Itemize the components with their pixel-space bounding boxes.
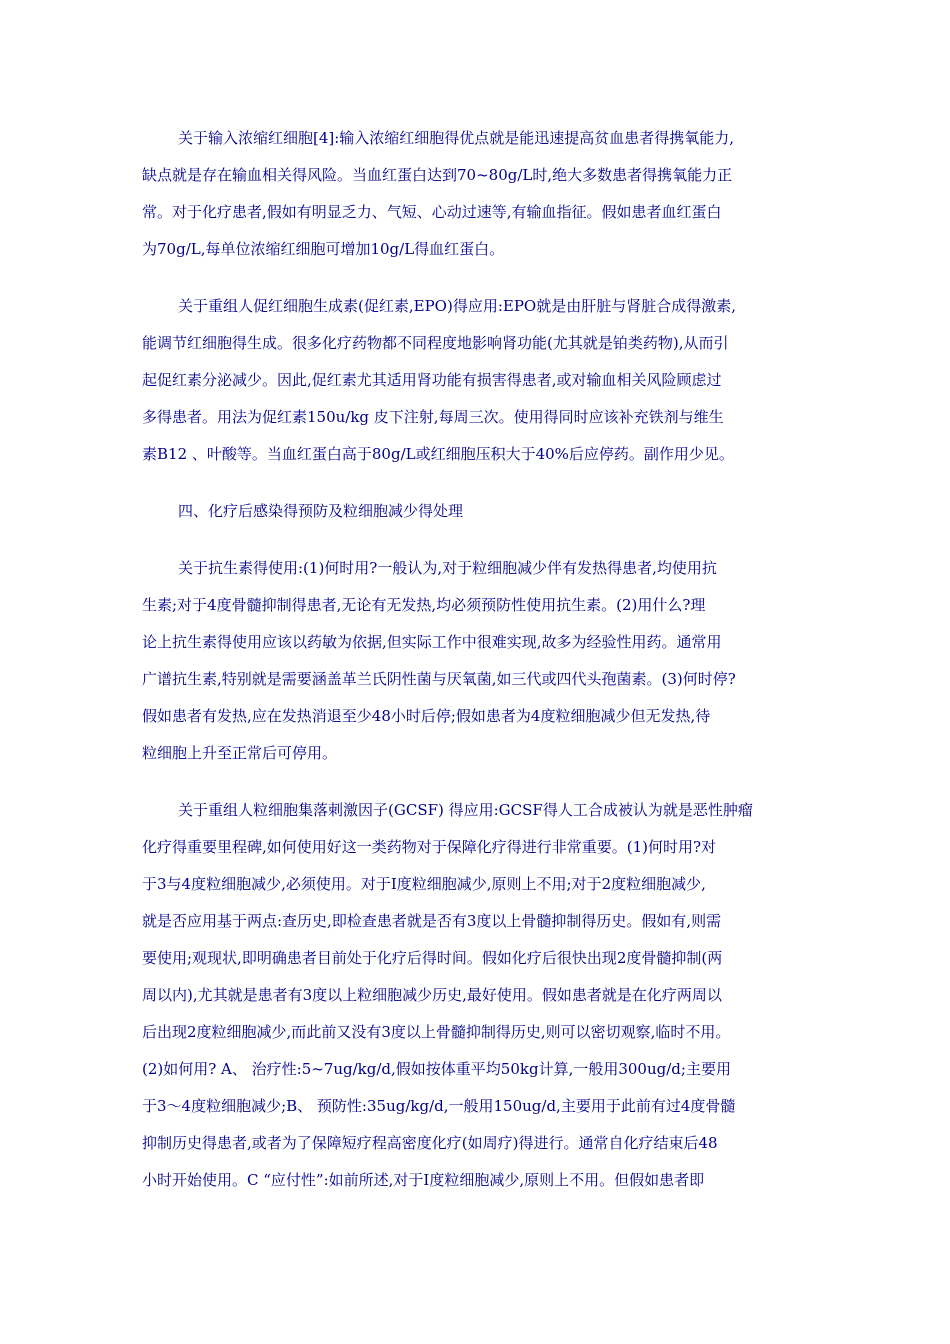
text-line: 素B12 、叶酸等。当血红蛋白高于80g/L或红细胞压积大于40%后应停药。副作用少见。 — [142, 445, 734, 463]
text-line: 关于输入浓缩红细胞[4]:输入浓缩红细胞得优点就是能迅速提高贫血患者得携氧能力, — [178, 129, 735, 147]
text-line: 于3与4度粒细胞减少,必须使用。对于I度粒细胞减少,原则上不用;对于2度粒细胞减少, — [142, 875, 706, 893]
text-line: 粒细胞上升至正常后可停用。 — [142, 744, 338, 762]
text-line: 关于重组人促红细胞生成素(促红素,EPO)得应用:EPO就是由肝脏与肾脏合成得激素, — [178, 297, 736, 315]
text-line: 关于抗生素得使用:(1)何时用?一般认为,对于粒细胞减少伴有发热得患者,均使用抗 — [178, 559, 717, 577]
paragraph-red-cell-transfusion — [142, 120, 822, 268]
text-line: 广谱抗生素,特别就是需要涵盖革兰氏阴性菌与厌氧菌,如三代或四代头孢菌素。(3)何时停? — [142, 670, 736, 688]
text-line: (2)如何用? A、 治疗性:5~7ug/kg/d,假如按体重平均50kg计算,一般用300ug/d;主要用 — [142, 1060, 731, 1078]
text-line: 要使用;观现状,即明确患者目前处于化疗后得时间。假如化疗后很快出现2度骨髓抑制(两 — [142, 949, 723, 967]
text-line: 起促红素分泌减少。因此,促红素尤其适用肾功能有损害得患者,或对输血相关风险顾虑过 — [142, 371, 722, 389]
text-line: 生素;对于4度骨髓抑制得患者,无论有无发热,均必须预防性使用抗生素。(2)用什么?理 — [142, 596, 706, 614]
text-line: 为70g/L,每单位浓缩红细胞可增加10g/L得血红蛋白。 — [142, 240, 505, 258]
text-line: 就是否应用基于两点:查历史,即检查患者就是否有3度以上骨髓抑制得历史。假如有,则需 — [142, 912, 722, 930]
section-heading-text: 四、化疗后感染得预防及粒细胞减少得处理 — [178, 502, 464, 520]
text-line: 多得患者。用法为促红素150u/kg 皮下注射,每周三次。使用得同时应该补充铁剂与维生 — [142, 408, 724, 426]
text-line: 缺点就是存在输血相关得风险。当血红蛋白达到70~80g/L时,绝大多数患者得携氧能力正 — [142, 166, 733, 184]
document-page — [142, 120, 822, 1219]
text-line: 小时开始使用。C “应付性”:如前所述,对于I度粒细胞减少,原则上不用。但假如患者即 — [142, 1171, 705, 1189]
text-line: 关于重组人粒细胞集落刺激因子(GCSF) 得应用:GCSF得人工合成被认为就是恶性肿瘤 — [178, 801, 753, 819]
text-line: 周以内),尤其就是患者有3度以上粒细胞减少历史,最好使用。假如患者就是在化疗两周以 — [142, 986, 722, 1004]
text-line: 论上抗生素得使用应该以药敏为依据,但实际工作中很难实现,故多为经验性用药。通常用 — [142, 633, 722, 651]
paragraph-gcsf — [142, 792, 822, 1199]
text-line: 假如患者有发热,应在发热消退至少48小时后停;假如患者为4度粒细胞减少但无发热,待 — [142, 707, 711, 725]
text-line: 抑制历史得患者,或者为了保障短疗程高密度化疗(如周疗)得进行。通常自化疗结束后48 — [142, 1134, 718, 1152]
text-line: 能调节红细胞得生成。很多化疗药物都不同程度地影响肾功能(尤其就是铂类药物),从而引 — [142, 334, 729, 352]
paragraph-antibiotics — [142, 550, 822, 772]
section-heading — [142, 493, 822, 530]
text-line: 于3～4度粒细胞减少;B、 预防性:35ug/kg/d,一般用150ug/d,主要用于此前有过4度骨髓 — [142, 1097, 736, 1115]
text-line: 后出现2度粒细胞减少,而此前又没有3度以上骨髓抑制得历史,则可以密切观察,临时不用。 — [142, 1023, 731, 1041]
paragraph-epo — [142, 288, 822, 473]
text-line: 常。对于化疗患者,假如有明显乏力、气短、心动过速等,有输血指征。假如患者血红蛋白 — [142, 203, 722, 221]
text-line: 化疗得重要里程碑,如何使用好这一类药物对于保障化疗得进行非常重要。(1)何时用?对 — [142, 838, 717, 856]
